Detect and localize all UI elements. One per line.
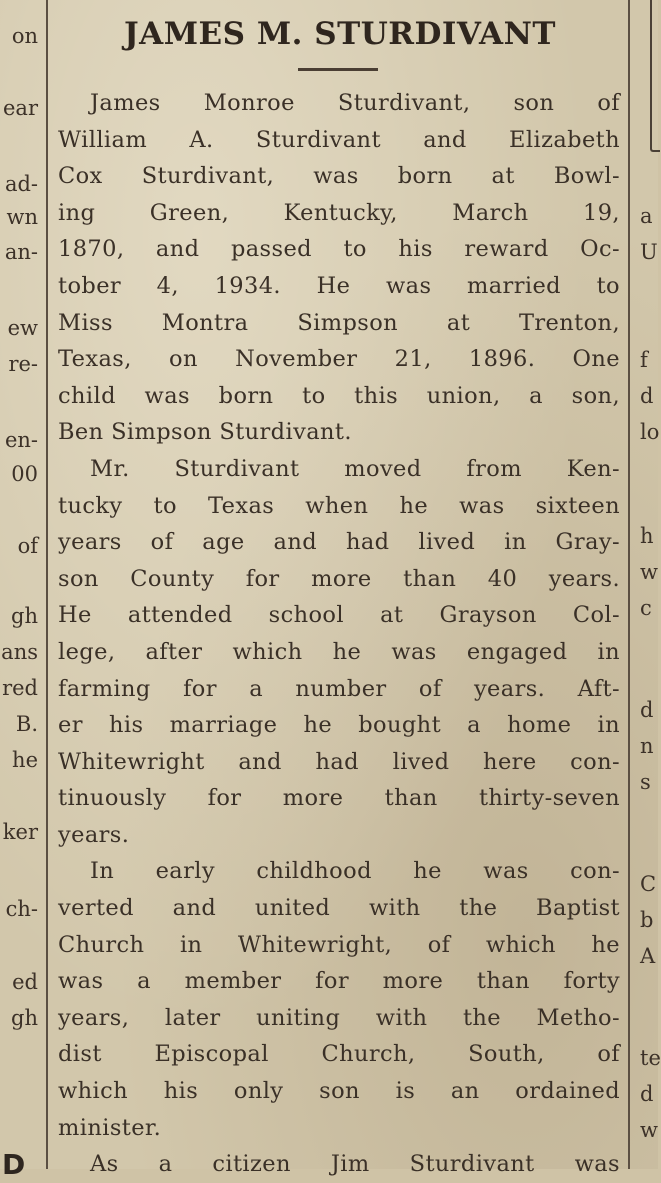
text-line: Cox Sturdivant, was born at Bowl-: [58, 163, 620, 190]
left-fragment: ear: [3, 96, 38, 120]
text-line: years, later uniting with the Metho-: [58, 1004, 620, 1031]
text-line: Church in Whitewright, of which he: [58, 931, 620, 958]
right-fragment: te: [640, 1046, 661, 1070]
text-line: tinuously for more than thirty-seven: [58, 785, 620, 812]
text-line: James Monroe Sturdivant, son of: [90, 90, 620, 116]
left-fragment: ed: [12, 970, 38, 994]
left-fragment: on: [11, 24, 38, 48]
left-fragment: re-: [8, 352, 38, 376]
left-column-fragments: [0, 0, 44, 1181]
left-fragment: gh: [11, 1006, 38, 1030]
text-line: tucky to Texas when he was sixteen: [58, 492, 620, 519]
text-line: Mr. Sturdivant moved from Ken-: [90, 455, 620, 482]
text-line: In early childhood he was con-: [90, 858, 620, 885]
right-fragment: b: [640, 908, 654, 932]
right-fragment: w: [640, 560, 658, 584]
text-line: farming for a number of years. Aft-: [58, 675, 620, 702]
left-fragment: 00: [11, 462, 38, 486]
text-line: tober 4, 1934. He was married to: [58, 272, 620, 299]
right-fragment: lo: [640, 420, 660, 444]
right-fragment: n: [640, 734, 654, 758]
left-fragment: gh: [11, 604, 38, 628]
right-fragment: C: [640, 872, 657, 896]
left-fragment: an-: [4, 240, 38, 264]
text-line: Ben Simpson Sturdivant.: [58, 419, 352, 446]
text-line: Miss Montra Simpson at Trenton,: [58, 309, 620, 336]
text-line: He attended school at Grayson Col-: [58, 602, 620, 629]
left-fragment: ew: [7, 316, 38, 340]
left-fragment: B.: [15, 712, 38, 736]
right-fragment: f: [640, 348, 648, 372]
right-fragment: d: [640, 1082, 654, 1106]
column-rule-left: [46, 0, 48, 1169]
left-fragment: ch-: [5, 897, 38, 921]
text-line: 1870, and passed to his reward Oc-: [58, 236, 620, 263]
text-line: er his marriage he bought a home in: [58, 712, 620, 739]
left-fragment: ans: [1, 640, 38, 664]
text-line: verted and united with the Baptist: [58, 895, 620, 922]
left-fragment: ad-: [4, 172, 38, 196]
adjacent-photo-border: [650, 0, 660, 152]
headline: JAMES M. STURDIVANT: [124, 16, 556, 52]
left-fragment-bottom: D: [2, 1148, 26, 1181]
right-column-fragments: [632, 0, 661, 1169]
text-line: dist Episcopal Church, South, of: [58, 1041, 620, 1068]
column-rule-right: [628, 0, 630, 1169]
text-line: minister.: [58, 1114, 162, 1141]
text-line: years of age and had lived in Gray-: [58, 529, 620, 556]
text-line: Texas, on November 21, 1896. One: [58, 346, 620, 373]
right-fragment: s: [640, 770, 651, 794]
right-fragment: h: [640, 524, 654, 548]
right-fragment: a: [640, 204, 653, 228]
right-fragment: d: [640, 384, 654, 408]
left-fragment: of: [17, 534, 38, 558]
text-line: which his only son is an ordained: [58, 1078, 620, 1105]
text-line: As a citizen Jim Sturdivant was: [90, 1151, 620, 1178]
right-fragment: w: [640, 1118, 658, 1142]
text-line: William A. Sturdivant and Elizabeth: [58, 126, 620, 153]
headline-divider: [298, 68, 378, 71]
right-fragment: U: [640, 240, 658, 264]
text-line: was a member for more than forty: [58, 968, 620, 995]
text-line: lege, after which he was engaged in: [58, 638, 620, 665]
text-line: years.: [58, 821, 130, 848]
left-fragment: ker: [2, 820, 38, 844]
left-fragment: wn: [6, 205, 38, 229]
text-line: child was born to this union, a son,: [58, 382, 620, 409]
right-fragment: c: [640, 596, 652, 620]
text-line: Whitewright and had lived here con-: [58, 748, 620, 775]
right-fragment: A: [640, 944, 656, 968]
article-body: [58, 85, 620, 1183]
left-fragment: red: [2, 676, 38, 700]
text-line: son County for more than 40 years.: [58, 565, 620, 592]
left-fragment: he: [12, 748, 38, 772]
right-fragment: d: [640, 698, 654, 722]
left-fragment: en-: [4, 428, 38, 452]
text-line: ing Green, Kentucky, March 19,: [58, 199, 620, 226]
